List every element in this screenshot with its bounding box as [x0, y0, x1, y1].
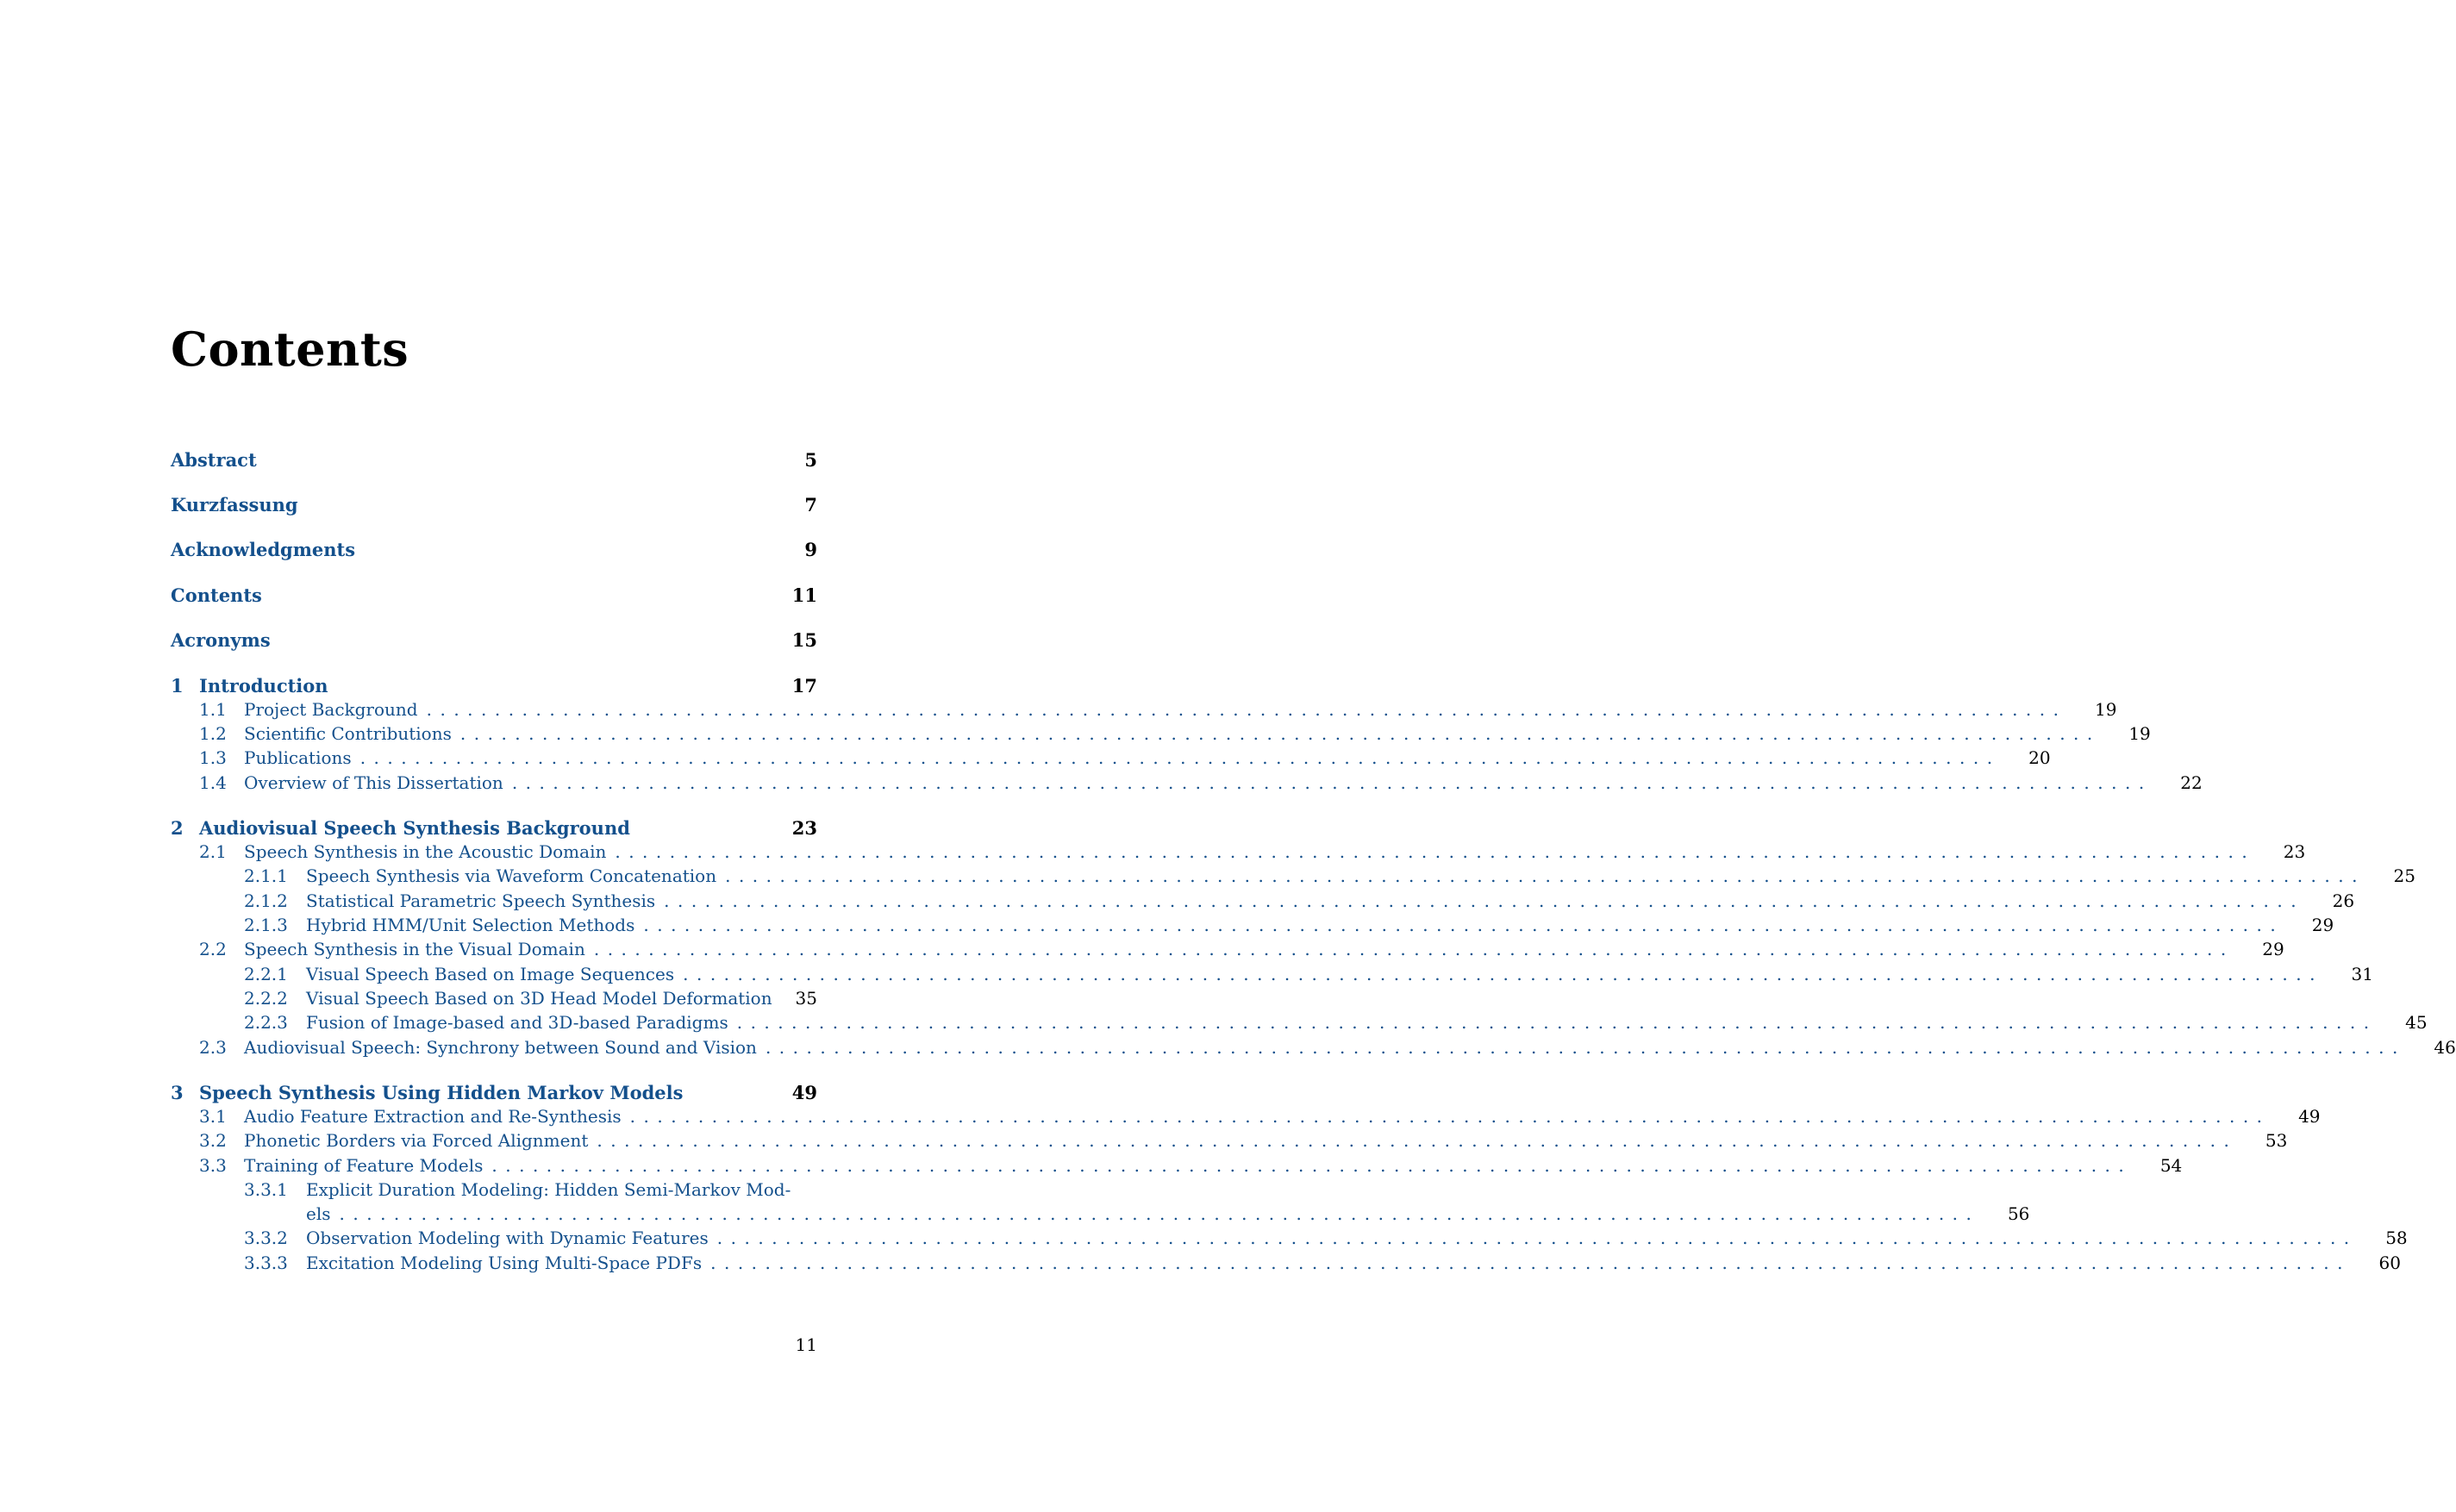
toc-entry-number: 1.2	[199, 723, 227, 744]
toc-entry[interactable]	[171, 1130, 2288, 1156]
toc-entry-number: 3.1	[199, 1106, 227, 1127]
toc-entry-link[interactable]: Speech Synthesis Using Hidden Markov Models	[199, 1082, 684, 1103]
toc-entry-page: 11	[791, 584, 817, 606]
toc-entry[interactable]	[171, 964, 2373, 990]
toc-entry-page: 35	[795, 988, 817, 1009]
toc-entry-page: 22	[2180, 772, 2203, 793]
toc-dot-leader: ........................................................................................................................	[629, 1106, 2271, 1127]
toc-entry-number: 3.3	[199, 1155, 227, 1176]
toc-entry[interactable]	[171, 584, 817, 610]
toc-dot-leader: ........................................................................................................................	[339, 1203, 1980, 1224]
toc-entry-number: 2.1	[199, 841, 227, 862]
toc-entry-number: 3.3.2	[244, 1228, 288, 1248]
toc-entry[interactable]	[171, 939, 2284, 965]
toc-entry-page: 19	[2095, 699, 2117, 720]
toc-dot-leader: ........................................................................................................................	[593, 939, 2234, 959]
toc-entry-number: 2.2.3	[244, 1012, 288, 1033]
toc-entry-link[interactable]: Visual Speech Based on 3D Head Model Deformation	[306, 988, 772, 1009]
toc-dot-leader: ........................................................................................................................	[736, 1012, 2378, 1033]
toc-entry-link[interactable]: Scientific Contributions	[244, 723, 452, 744]
toc-entry-number: 2.2.2	[244, 988, 288, 1009]
toc-entry-link[interactable]: Speech Synthesis in the Visual Domain	[244, 939, 585, 959]
page-title: Contents	[171, 322, 409, 377]
toc-entry-number: 1.4	[199, 772, 227, 793]
toc-entry[interactable]	[171, 1106, 2321, 1132]
toc-entry-number: 3.3.1	[244, 1179, 288, 1200]
toc-entry[interactable]	[171, 699, 2117, 725]
toc-dot-leader: ........................................................................................................................	[615, 841, 2256, 862]
toc-entry-link[interactable]: Observation Modeling with Dynamic Features	[306, 1228, 709, 1248]
toc-entry-link[interactable]: Fusion of Image-based and 3D-based Paradigms	[306, 1012, 728, 1033]
toc-dot-leader: ........................................................................................................................	[710, 1253, 2351, 1273]
toc-entry[interactable]	[171, 1228, 2408, 1253]
toc-entry-number: 2.1.2	[244, 890, 288, 911]
toc-dot-leader: ........................................................................................................................	[511, 772, 2153, 793]
toc-entry[interactable]	[171, 675, 817, 701]
toc-dot-leader: ........................................................................................................................	[491, 1155, 2133, 1176]
toc-entry-link[interactable]: Audio Feature Extraction and Re-Synthesis	[244, 1106, 622, 1127]
toc-entry-number: 3	[171, 1082, 184, 1103]
toc-entry-page: 29	[2311, 915, 2334, 935]
toc-entry[interactable]	[171, 747, 2051, 773]
toc-entry-number: 2.2.1	[244, 964, 288, 984]
toc-entry-page: 31	[2351, 964, 2373, 984]
toc-entry[interactable]	[171, 890, 2355, 916]
toc-dot-leader: ........................................................................................................................	[664, 890, 2305, 911]
toc-entry-page: 45	[2405, 1012, 2428, 1033]
toc-entry-page: 60	[2378, 1253, 2401, 1273]
toc-entry-link[interactable]: Project Background	[244, 699, 418, 720]
toc-entry-link[interactable]: Phonetic Borders via Forced Alignment	[244, 1130, 589, 1151]
toc-entry-link[interactable]: Visual Speech Based on Image Sequences	[306, 964, 675, 984]
toc-entry-number: 1.3	[199, 747, 227, 768]
toc-entry-page: 26	[2332, 890, 2355, 911]
toc-entry[interactable]	[171, 915, 2334, 940]
toc-entry-number: 2.1.3	[244, 915, 288, 935]
toc-entry-link[interactable]: Acknowledgments	[171, 539, 356, 560]
toc-entry[interactable]	[171, 723, 2151, 749]
toc-entry[interactable]	[171, 1082, 817, 1108]
toc-entry[interactable]	[171, 449, 817, 475]
toc-entry-link[interactable]: Kurzfassung	[171, 494, 298, 515]
toc-entry[interactable]	[171, 817, 817, 843]
toc-entry-number: 1	[171, 675, 184, 697]
toc-entry-link[interactable]: els	[306, 1203, 331, 1224]
toc-entry-link[interactable]: Training of Feature Models	[244, 1155, 484, 1176]
toc-entry-page: 23	[791, 817, 817, 839]
toc-entry-link[interactable]: Audiovisual Speech Synthesis Background	[199, 817, 630, 839]
toc-entry[interactable]	[171, 1203, 2030, 1229]
toc-entry-page: 58	[2385, 1228, 2408, 1248]
toc-entry-page: 54	[2159, 1155, 2183, 1176]
toc-entry[interactable]	[171, 539, 817, 565]
toc-dot-leader: ........................................................................................................................	[765, 1037, 2406, 1058]
toc-entry-link[interactable]: Contents	[171, 584, 262, 606]
toc-entry-link[interactable]: Audiovisual Speech: Synchrony between Sound and Vision	[244, 1037, 757, 1058]
toc-entry[interactable]	[171, 1179, 817, 1205]
toc-entry-link[interactable]: Statistical Parametric Speech Synthesis	[306, 890, 656, 911]
toc-entry-number: 2.1.1	[244, 865, 288, 886]
toc-dot-leader: ........................................................................................................................	[643, 915, 2284, 935]
toc-entry-link[interactable]: Overview of This Dissertation	[244, 772, 503, 793]
toc-entry[interactable]	[171, 1037, 2456, 1063]
toc-entry[interactable]	[171, 865, 2415, 891]
toc-entry-link[interactable]: Hybrid HMM/Unit Selection Methods	[306, 915, 635, 935]
toc-entry-link[interactable]: Excitation Modeling Using Multi-Space PDFs	[306, 1253, 703, 1273]
toc-entry[interactable]	[171, 1253, 2401, 1278]
toc-entry-number: 2	[171, 817, 184, 839]
toc-entry[interactable]	[171, 988, 817, 1014]
toc-entry-link[interactable]: Abstract	[171, 449, 257, 471]
toc-entry-page: 49	[2298, 1106, 2321, 1127]
toc-entry[interactable]	[171, 772, 2203, 798]
toc-dot-leader: ........................................................................................................................	[683, 964, 2323, 984]
toc-entry-page: 9	[804, 539, 817, 560]
toc-entry-page: 7	[804, 494, 817, 515]
toc-entry[interactable]	[171, 494, 817, 520]
toc-entry-page: 23	[2283, 841, 2306, 862]
toc-entry[interactable]	[171, 1155, 2183, 1181]
toc-entry-link[interactable]: Acronyms	[171, 629, 271, 651]
toc-dot-leader: ........................................................................................................................	[597, 1130, 2238, 1151]
toc-entry-link[interactable]: Speech Synthesis via Waveform Concatenation	[306, 865, 717, 886]
toc-dot-leader: ........................................................................................................................	[426, 699, 2067, 720]
toc-entry-link[interactable]: Explicit Duration Modeling: Hidden Semi-Markov Mod-	[306, 1179, 791, 1200]
toc-entry-number: 1.1	[199, 699, 227, 720]
toc-entry-page: 17	[791, 675, 817, 697]
toc-entry-page: 19	[2128, 723, 2151, 744]
toc-entry-page: 5	[804, 449, 817, 471]
toc-entry-number: 2.3	[199, 1037, 227, 1058]
toc-entry-page: 46	[2434, 1037, 2456, 1058]
toc-entry-link[interactable]: Introduction	[199, 675, 328, 697]
toc-entry[interactable]	[171, 629, 817, 655]
toc-entry-page: 15	[791, 629, 817, 651]
toc-entry-link[interactable]: Speech Synthesis in the Acoustic Domain	[244, 841, 607, 862]
toc-entry-number: 2.2	[199, 939, 227, 959]
toc-dot-leader: ........................................................................................................................	[725, 865, 2365, 886]
toc-entry-page: 53	[2265, 1130, 2288, 1151]
page-number: 11	[795, 1334, 817, 1355]
toc-entry-page: 20	[2028, 747, 2051, 768]
toc-entry-number: 3.3.3	[244, 1253, 288, 1273]
toc-entry-page: 25	[2393, 865, 2415, 886]
toc-dot-leader: ........................................................................................................................	[359, 747, 2001, 768]
toc-entry-page: 56	[2007, 1203, 2030, 1224]
toc-entry-page: 29	[2262, 939, 2284, 959]
toc-entry[interactable]	[171, 1012, 2428, 1038]
toc-entry-page: 49	[791, 1082, 817, 1103]
toc-entry-link[interactable]: Publications	[244, 747, 352, 768]
toc-entry-number: 3.2	[199, 1130, 227, 1151]
toc-dot-leader: ........................................................................................................................	[459, 723, 2101, 744]
toc-dot-leader: ........................................................................................................................	[716, 1228, 2358, 1248]
toc-entry[interactable]	[171, 841, 2306, 867]
